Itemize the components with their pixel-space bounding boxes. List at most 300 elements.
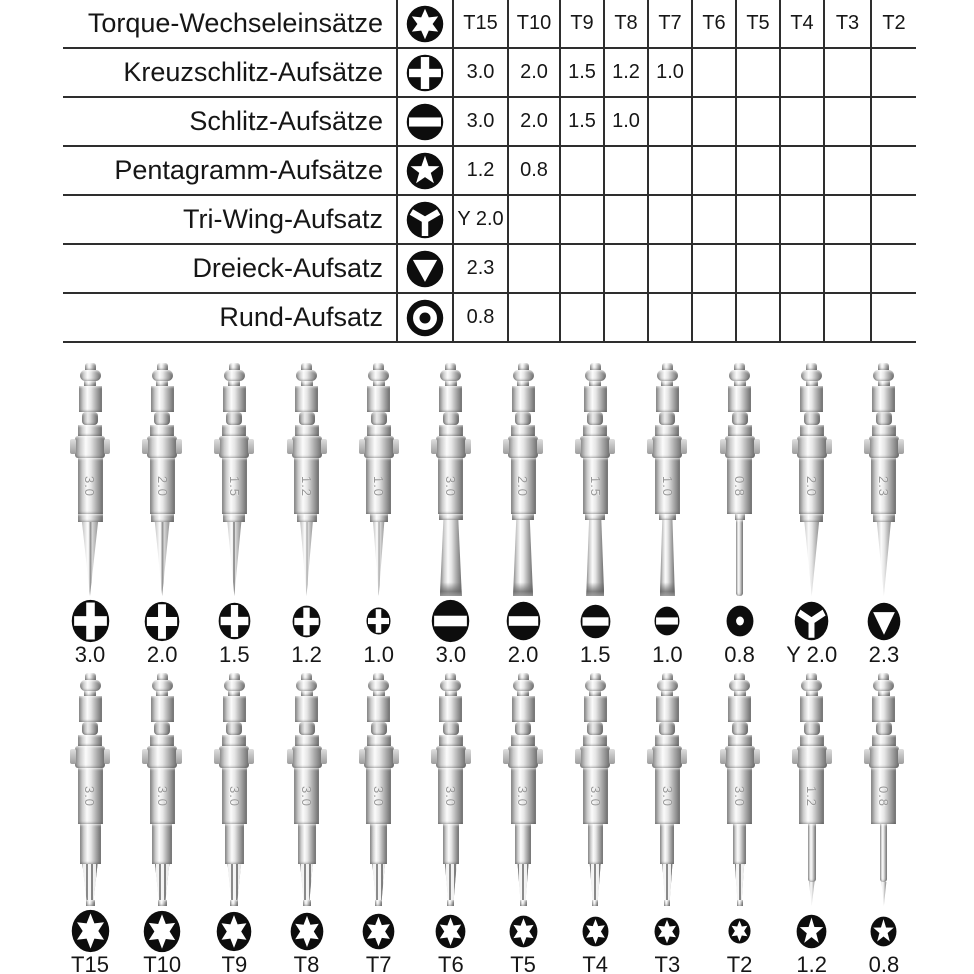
bit-segment-collar — [219, 436, 249, 458]
bit-illustration — [869, 673, 899, 906]
bit-segment-disc — [152, 680, 173, 691]
bit-segment-collar — [436, 746, 466, 768]
phillips-icon — [397, 48, 453, 97]
spec-row — [63, 146, 916, 195]
bit-size-label: T4 — [582, 952, 609, 974]
torx-icon — [362, 910, 395, 952]
spec-row — [63, 97, 916, 146]
bit-segment-upper — [79, 386, 102, 412]
bit-segment-shaft — [438, 768, 463, 824]
spec-row — [63, 195, 916, 244]
spec-row-label: Kreuzschlitz-Aufsätze — [63, 48, 397, 97]
bit-segment-upper — [512, 386, 535, 412]
bit-segment-cap1 — [157, 363, 168, 370]
torx-icon — [216, 910, 252, 952]
bit-segment-step — [370, 514, 388, 522]
bit-row-torx — [0, 673, 974, 974]
bit-segment-waist — [804, 412, 820, 425]
bit-segment-shaft — [799, 458, 824, 514]
bit-figure — [634, 673, 700, 974]
bit-segment-step — [78, 514, 103, 522]
bit-segment-upper — [656, 696, 679, 722]
bit-figure — [707, 363, 773, 667]
spec-value — [824, 48, 871, 97]
bit-segment-upper — [151, 386, 174, 412]
spec-row-label: Dreieck-Aufsatz — [63, 244, 397, 293]
bit-illustration — [75, 673, 105, 906]
bit-engraving: 3.0 — [371, 785, 387, 807]
bit-engraving: 2.3 — [876, 475, 892, 497]
torx-icon — [143, 910, 181, 952]
bit-figure — [346, 673, 412, 974]
spec-value — [871, 244, 916, 293]
torx-icon — [397, 0, 453, 48]
bit-segment-cap1 — [229, 673, 240, 680]
bit-engraving: 1.2 — [804, 785, 820, 807]
spec-value — [736, 97, 780, 146]
bit-segment-cap1 — [518, 673, 529, 680]
bit-figure — [201, 673, 267, 974]
spec-value — [508, 244, 560, 293]
bit-segment-waist — [515, 412, 531, 425]
bit-segment-upper — [295, 386, 318, 412]
bit-segment-flute-end — [303, 900, 311, 906]
bit-size-label: 1.2 — [796, 952, 828, 974]
bit-segment-step — [659, 514, 676, 520]
bit-segment-tip-flute — [661, 864, 673, 900]
bit-size-label: 3.0 — [435, 642, 467, 667]
bit-engraving: 2.0 — [154, 475, 170, 497]
bit-segment-lower — [298, 824, 316, 864]
bit-segment-cap1 — [301, 363, 312, 370]
bit-segment-collar — [75, 746, 105, 768]
spec-value: T2 — [871, 0, 916, 48]
bit-segment-flute-end — [86, 900, 95, 906]
bit-segment-bodyseg — [872, 425, 896, 436]
spec-value — [648, 244, 692, 293]
spec-value — [780, 293, 824, 342]
bit-segment-shaft — [222, 458, 247, 514]
bit-segment-bodyseg — [367, 425, 391, 436]
torx-icon — [509, 910, 538, 952]
bit-segment-upper — [151, 696, 174, 722]
spec-value: 0.8 — [508, 146, 560, 195]
spec-row-label: Torque-Wechseleinsätze — [87, 8, 383, 38]
bit-segment-collar — [364, 436, 394, 458]
bit-engraving: 3.0 — [443, 475, 459, 497]
bit-segment-waist — [82, 412, 98, 425]
spec-value: T7 — [648, 0, 692, 48]
bit-segment-upper — [800, 386, 823, 412]
bit-segment-cap1 — [85, 363, 96, 370]
spec-value — [871, 195, 916, 244]
bit-engraving: 2.0 — [804, 475, 820, 497]
bit-segment-disc — [585, 370, 606, 381]
spec-value — [560, 146, 604, 195]
spec-value — [780, 244, 824, 293]
bit-segment-step — [800, 514, 823, 522]
bit-segment-flute-end — [737, 900, 743, 906]
bit-segment-tip-cone — [880, 882, 887, 906]
spec-value — [648, 293, 692, 342]
bit-segment-upper — [295, 696, 318, 722]
bit-engraving: 3.0 — [443, 785, 459, 807]
bit-figure — [274, 673, 340, 974]
bit-illustration — [219, 673, 249, 906]
bit-size-label: 0.8 — [724, 642, 755, 667]
bit-segment-disc — [657, 680, 678, 691]
bit-segment-upper — [728, 696, 751, 722]
phillips-icon — [144, 600, 180, 642]
spec-value: 2.0 — [508, 97, 560, 146]
bit-segment-bodyseg — [511, 425, 535, 436]
bit-segment-step — [873, 514, 895, 522]
bit-segment-disc — [513, 370, 534, 381]
bit-segment-shaft — [727, 458, 752, 514]
bit-segment-waist — [154, 722, 170, 735]
bit-segment-flute-end — [664, 900, 670, 906]
bit-segment-tip-blade — [660, 520, 675, 596]
bit-segment-step — [151, 514, 174, 522]
bit-illustration — [869, 363, 899, 596]
bit-segment-upper — [512, 696, 535, 722]
bit-figure — [779, 363, 845, 667]
bit-segment-cap1 — [662, 363, 673, 370]
triangle-icon — [867, 600, 901, 642]
bit-segment-shaft — [655, 458, 680, 514]
bit-illustration — [725, 363, 755, 596]
bit-segment-shaft — [727, 768, 752, 824]
bit-figure — [346, 363, 412, 667]
bit-illustration — [725, 673, 755, 906]
bit-segment-waist — [659, 412, 675, 425]
bit-segment-disc — [801, 370, 822, 381]
bit-segment-tip-cone — [801, 522, 822, 596]
phillips-icon — [218, 600, 251, 642]
bit-segment-bodyseg — [728, 735, 752, 746]
bit-segment-disc — [801, 680, 822, 691]
bit-segment-cap1 — [85, 673, 96, 680]
spec-value — [780, 48, 824, 97]
bit-segment-shaft — [366, 768, 391, 824]
bit-segment-bodyseg — [800, 425, 824, 436]
bit-engraving: 3.0 — [226, 785, 242, 807]
bit-engraving: 3.0 — [299, 785, 315, 807]
spec-row-label: Pentagramm-Aufsätze — [63, 146, 397, 195]
bit-segment-lower — [588, 824, 603, 864]
bit-illustration — [652, 363, 682, 596]
bit-segment-waist — [226, 722, 242, 735]
bit-segment-disc — [296, 370, 317, 381]
bit-illustration — [292, 673, 322, 906]
bit-segment-disc — [224, 370, 245, 381]
bit-segment-upper — [728, 386, 751, 412]
bit-segment-disc — [729, 370, 750, 381]
bit-segment-collar — [508, 436, 538, 458]
spec-value — [871, 293, 916, 342]
bit-segment-shaft — [583, 458, 608, 514]
bit-segment-upper — [584, 386, 607, 412]
bit-illustration — [797, 673, 827, 906]
bit-illustration — [147, 363, 177, 596]
bit-figure — [418, 363, 484, 667]
slotted-icon — [431, 600, 470, 642]
bit-segment-tip-cone — [298, 522, 316, 596]
bit-segment-flute-end — [592, 900, 598, 906]
bit-figure — [851, 673, 917, 974]
bit-segment-cap1 — [878, 673, 889, 680]
bit-segment-collar — [797, 436, 827, 458]
spec-value — [780, 146, 824, 195]
bit-segment-collar — [147, 436, 177, 458]
bit-segment-step — [223, 514, 245, 522]
bit-segment-collar — [869, 746, 899, 768]
bit-segment-bodyseg — [78, 425, 102, 436]
bit-segment-step — [585, 514, 605, 520]
bit-segment-tip-flute — [299, 864, 314, 900]
bit-segment-upper — [439, 696, 462, 722]
bit-segment-tip-cone — [152, 522, 173, 596]
bit-figure — [129, 673, 195, 974]
spec-value — [780, 97, 824, 146]
spec-value: T6 — [692, 0, 736, 48]
bit-segment-tip-cone — [371, 522, 387, 596]
torx-icon — [435, 910, 466, 952]
bit-figure — [57, 673, 123, 974]
bit-segment-upper — [367, 386, 390, 412]
bit-segment-disc — [513, 680, 534, 691]
bit-segment-bodyseg — [655, 735, 679, 746]
bit-segment-step — [439, 514, 463, 520]
spec-value — [604, 293, 648, 342]
spec-value: Y 2.0 — [453, 195, 508, 244]
bit-segment-disc — [585, 680, 606, 691]
bit-size-label: Y 2.0 — [786, 642, 838, 667]
spec-row — [63, 0, 916, 48]
bit-segment-cap1 — [590, 673, 601, 680]
bit-size-label: T9 — [221, 952, 248, 974]
bit-segment-upper — [800, 696, 823, 722]
spec-value: T8 — [604, 0, 648, 48]
spec-value: 1.5 — [560, 97, 604, 146]
bit-segment-disc — [224, 680, 245, 691]
spec-value — [560, 293, 604, 342]
bit-segment-waist — [659, 722, 675, 735]
spec-row — [63, 48, 916, 97]
bit-figure — [418, 673, 484, 974]
spec-value — [824, 146, 871, 195]
bit-figure — [490, 363, 556, 667]
bit-segment-upper — [872, 386, 895, 412]
bit-segment-disc — [440, 680, 461, 691]
bit-engraving: 0.8 — [876, 785, 892, 807]
bit-segment-step — [297, 514, 317, 522]
bit-segment-upper — [439, 386, 462, 412]
bit-size-label: 2.0 — [507, 642, 539, 667]
bit-row-metric — [0, 363, 974, 667]
bit-segment-lower — [443, 824, 459, 864]
bit-segment-waist — [371, 412, 387, 425]
spec-value: 2.0 — [508, 48, 560, 97]
bit-segment-waist — [443, 722, 459, 735]
bit-segment-shaft — [511, 458, 536, 514]
bit-segment-waist — [876, 722, 892, 735]
spec-value — [871, 48, 916, 97]
bit-segment-shaft — [438, 458, 463, 514]
bit-segment-shaft — [366, 458, 391, 514]
spec-value — [780, 195, 824, 244]
bit-segment-bodyseg — [150, 425, 174, 436]
bit-size-label: 1.5 — [579, 642, 611, 667]
bit-segment-collar — [869, 436, 899, 458]
spec-value: T4 — [780, 0, 824, 48]
bit-segment-cap1 — [445, 363, 456, 370]
spec-row — [63, 293, 916, 342]
slotted-icon — [654, 600, 680, 642]
bit-segment-cap1 — [373, 673, 384, 680]
bit-segment-collar — [652, 436, 682, 458]
bit-segment-bodyseg — [222, 735, 246, 746]
bit-segment-upper — [872, 696, 895, 722]
pentagram-icon — [870, 910, 897, 952]
bit-segment-disc — [873, 370, 894, 381]
bit-segment-cap1 — [301, 673, 312, 680]
bit-segment-shaft — [511, 768, 536, 824]
spec-table — [63, 0, 916, 343]
bit-segment-shaft — [294, 768, 319, 824]
bit-segment-waist — [443, 412, 459, 425]
bit-size-label: 2.0 — [146, 642, 178, 667]
bit-segment-lower — [152, 824, 172, 864]
bit-segment-waist — [732, 412, 748, 425]
bit-segment-bodyseg — [150, 735, 174, 746]
spec-value: T3 — [824, 0, 871, 48]
spec-value — [736, 244, 780, 293]
bit-engraving: 1.2 — [299, 475, 315, 497]
bit-segment-bodyseg — [78, 735, 102, 746]
spec-value — [871, 146, 916, 195]
bit-segment-tip-flute — [81, 864, 99, 900]
slotted-icon — [506, 600, 541, 642]
bit-segment-cap1 — [734, 673, 745, 680]
bit-size-label: 1.0 — [363, 642, 394, 667]
bit-segment-waist — [587, 412, 603, 425]
spec-row-label: Tri-Wing-Aufsatz — [63, 195, 397, 244]
bit-size-label: T8 — [293, 952, 320, 974]
bit-illustration — [797, 363, 827, 596]
bit-segment-disc — [80, 680, 101, 691]
bit-engraving: 3.0 — [659, 785, 675, 807]
bit-engraving: 3.0 — [515, 785, 531, 807]
bit-segment-tip-flute — [371, 864, 386, 900]
bit-segment-waist — [587, 722, 603, 735]
bit-segment-upper — [367, 696, 390, 722]
spec-value — [736, 146, 780, 195]
bit-segment-bodyseg — [583, 735, 607, 746]
bit-illustration — [508, 363, 538, 596]
spec-value — [648, 97, 692, 146]
bit-segment-cap1 — [662, 673, 673, 680]
bit-illustration — [364, 673, 394, 906]
spec-value — [824, 293, 871, 342]
spec-row-label: Rund-Aufsatz — [63, 293, 397, 342]
bit-size-label: T5 — [510, 952, 536, 974]
bit-segment-waist — [732, 722, 748, 735]
bit-illustration — [436, 363, 466, 596]
spec-value: T15 — [453, 0, 508, 48]
bit-engraving: 1.0 — [371, 475, 387, 497]
spec-value — [871, 97, 916, 146]
bit-segment-tip-blade — [586, 520, 604, 596]
bit-segment-bodyseg — [295, 735, 319, 746]
bit-segment-upper — [223, 696, 246, 722]
spec-value — [648, 146, 692, 195]
bit-segment-bodyseg — [367, 735, 391, 746]
bit-segment-collar — [147, 746, 177, 768]
bit-segment-bodyseg — [511, 735, 535, 746]
spec-value — [692, 97, 736, 146]
bit-segment-waist — [299, 722, 315, 735]
bit-size-label: T6 — [438, 952, 464, 974]
spec-value — [692, 244, 736, 293]
bit-segment-upper — [79, 696, 102, 722]
bit-segment-bodyseg — [295, 425, 319, 436]
bit-figure — [274, 363, 340, 667]
bit-segment-disc — [80, 370, 101, 381]
spec-value — [736, 293, 780, 342]
bit-segment-collar — [725, 746, 755, 768]
bit-figure — [129, 363, 195, 667]
spec-value — [648, 195, 692, 244]
spec-row-label: Schlitz-Aufsätze — [63, 97, 397, 146]
bit-size-label: T7 — [365, 952, 392, 974]
bit-size-label: 1.2 — [291, 642, 322, 667]
bit-segment-cap1 — [590, 363, 601, 370]
bit-figure — [707, 673, 773, 974]
bit-segment-lower — [733, 824, 746, 864]
bit-illustration — [75, 363, 105, 596]
bit-segment-bodyseg — [728, 425, 752, 436]
tri-wing-icon — [794, 600, 829, 642]
bit-segment-waist — [82, 722, 98, 735]
bit-segment-tip-flute — [226, 864, 242, 900]
spec-value: 3.0 — [453, 97, 508, 146]
round-icon — [726, 600, 754, 642]
slotted-icon — [397, 97, 453, 146]
spec-value — [604, 244, 648, 293]
bit-segment-disc — [296, 680, 317, 691]
bit-segment-shaft — [150, 458, 175, 514]
bit-segment-bodyseg — [222, 425, 246, 436]
bit-figure — [851, 363, 917, 667]
bit-figure — [490, 673, 556, 974]
bit-segment-tip-flute — [154, 864, 171, 900]
bit-segment-shaft — [294, 458, 319, 514]
bit-illustration — [147, 673, 177, 906]
bit-segment-rod — [736, 520, 743, 596]
bit-segment-collar — [508, 746, 538, 768]
bit-segment-flute-end — [375, 900, 382, 906]
bit-segment-collar — [580, 746, 610, 768]
bit-segment-tip-cone — [808, 882, 816, 906]
spec-value — [692, 195, 736, 244]
spec-value — [508, 195, 560, 244]
bit-segment-flute-end — [520, 900, 527, 906]
bit-segment-rod — [808, 824, 816, 882]
bit-segment-lower — [660, 824, 674, 864]
bit-size-label: 1.5 — [219, 642, 250, 667]
bit-segment-disc — [657, 370, 678, 381]
